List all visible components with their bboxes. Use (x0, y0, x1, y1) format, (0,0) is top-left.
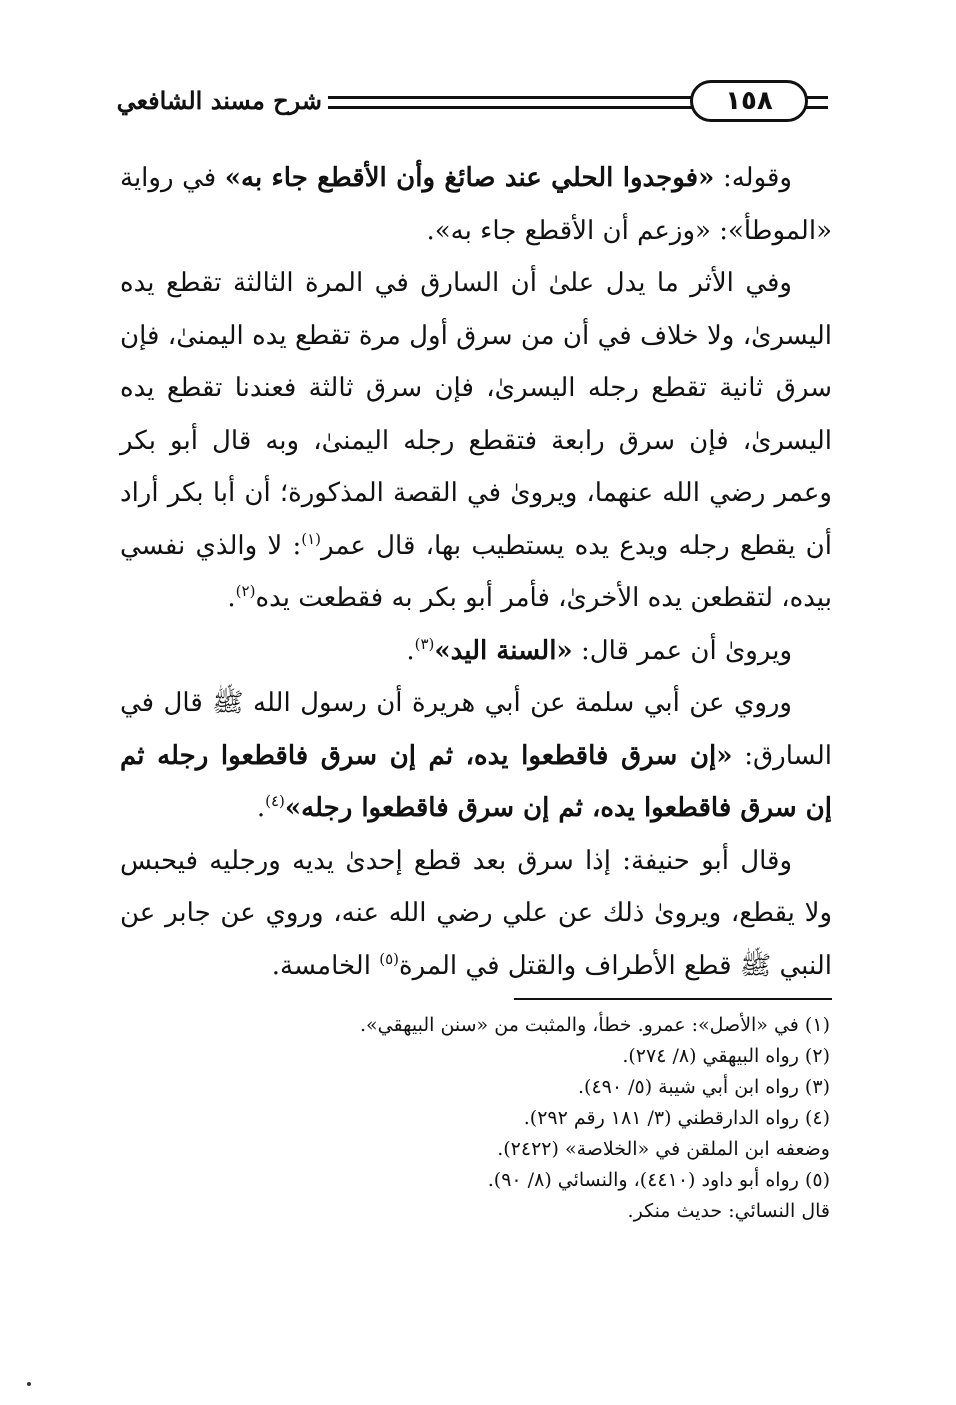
main-text (120, 152, 832, 992)
footnote-3: (٣) رواه ابن أبي شيبة (٥/ ٤٩٠). (577, 1076, 830, 1098)
footnote-2: (٢) رواه البيهقي (٨/ ٢٧٤). (622, 1045, 830, 1067)
quote-bold: «السنة اليد» (434, 635, 573, 666)
footnote-4: (٤) رواه الدارقطني (٣/ ١٨١ رقم ٢٩٢). (523, 1107, 830, 1129)
text-run: وقوله: (714, 163, 792, 193)
footnote-ref-2[interactable]: (٢) (235, 582, 256, 600)
footnote-separator (514, 998, 832, 1000)
footnote-ref-1[interactable]: (١) (301, 529, 322, 548)
running-header (116, 78, 828, 128)
text-run: : لا والذي نفسي بيده، لتقطعن يده الأخرىٰ، فأمر أبو بكر به فقطعت يده (120, 530, 832, 613)
text-run: في رواية «الموطأ»: «وزعم أن الأقطع جاء به». (120, 163, 832, 246)
footnotes (130, 1010, 830, 1227)
footnote-5: (٥) رواه أبو داود (٤٤١٠)، والنسائي (٨/ ٩٠). (487, 1169, 830, 1191)
footnote-ref-5[interactable]: (٥) (379, 949, 399, 968)
text-run: الخامسة. (271, 950, 380, 981)
paragraph-1 (120, 152, 832, 257)
text-run: ويروىٰ أن عمر قال: (572, 635, 792, 666)
scan-speck (27, 1382, 31, 1386)
text-run: . (256, 793, 266, 823)
text-run: وفي الأثر ما يدل علىٰ أن السارق في المرة الثالثة تقطع يده اليسرىٰ، ولا خلاف في أن من سرق أول مرة تقطع يده اليمنىٰ، فإن سرق ثانية تقطع رجله اليسرىٰ، فإن سرق ثالثة فعندنا تقطع يده اليسرىٰ، فإن سرق رابعة فتقطع رجله اليمنىٰ، وبه قال أبو بكر وعمر رضي الله عنهما، ويروىٰ في القصة المذكورة؛ أن أبا بكر أراد أن يقطع رجله ويدع يده يستطيب بها، قال عمر (120, 268, 832, 561)
footnote-4-continued: وضعفه ابن الملقن في «الخلاصة» (٢٤٢٢). (497, 1138, 830, 1160)
footnote-ref-4[interactable]: (٤) (265, 792, 285, 810)
text-run: . (227, 583, 236, 613)
paragraph-3 (120, 625, 832, 678)
book-title: شرح مسند الشافعي (111, 84, 328, 118)
text-run: وروي عن أبي سلمة عن أبي هريرة أن رسول الله ﷺ قال في السارق: (120, 688, 832, 771)
footnote-ref-3[interactable]: (٣) (414, 634, 435, 653)
footnote-1: (١) في «الأصل»: عمرو. خطأ، والمثبت من «سنن البيهقي». (360, 1014, 830, 1036)
hadith-bold: «إن سرق فاقطعوا يده، ثم إن سرق فاقطعوا رجله ثم إن سرق فاقطعوا يده، ثم إن سرق فاقطعوا رجله» (120, 740, 832, 823)
quote-bold: «فوجدوا الحلي عند صائغ وأن الأقطع جاء به» (224, 163, 715, 193)
paragraph-5 (120, 835, 832, 993)
text-run: وقال أبو حنيفة: إذا سرق بعد قطع إحدىٰ يديه ورجليه فيحبس ولا يقطع، ويروىٰ ذلك عن علي رضي الله عنه، وروي عن جابر عن النبي ﷺ قطع الأطراف والقتل في المرة (120, 845, 832, 981)
paragraph-4 (120, 677, 832, 835)
paragraph-2 (120, 257, 832, 625)
page-number: ١٥٨ (690, 80, 808, 122)
text-run: . (406, 635, 415, 666)
footnote-5-continued: قال النسائي: حديث منكر. (627, 1200, 830, 1222)
